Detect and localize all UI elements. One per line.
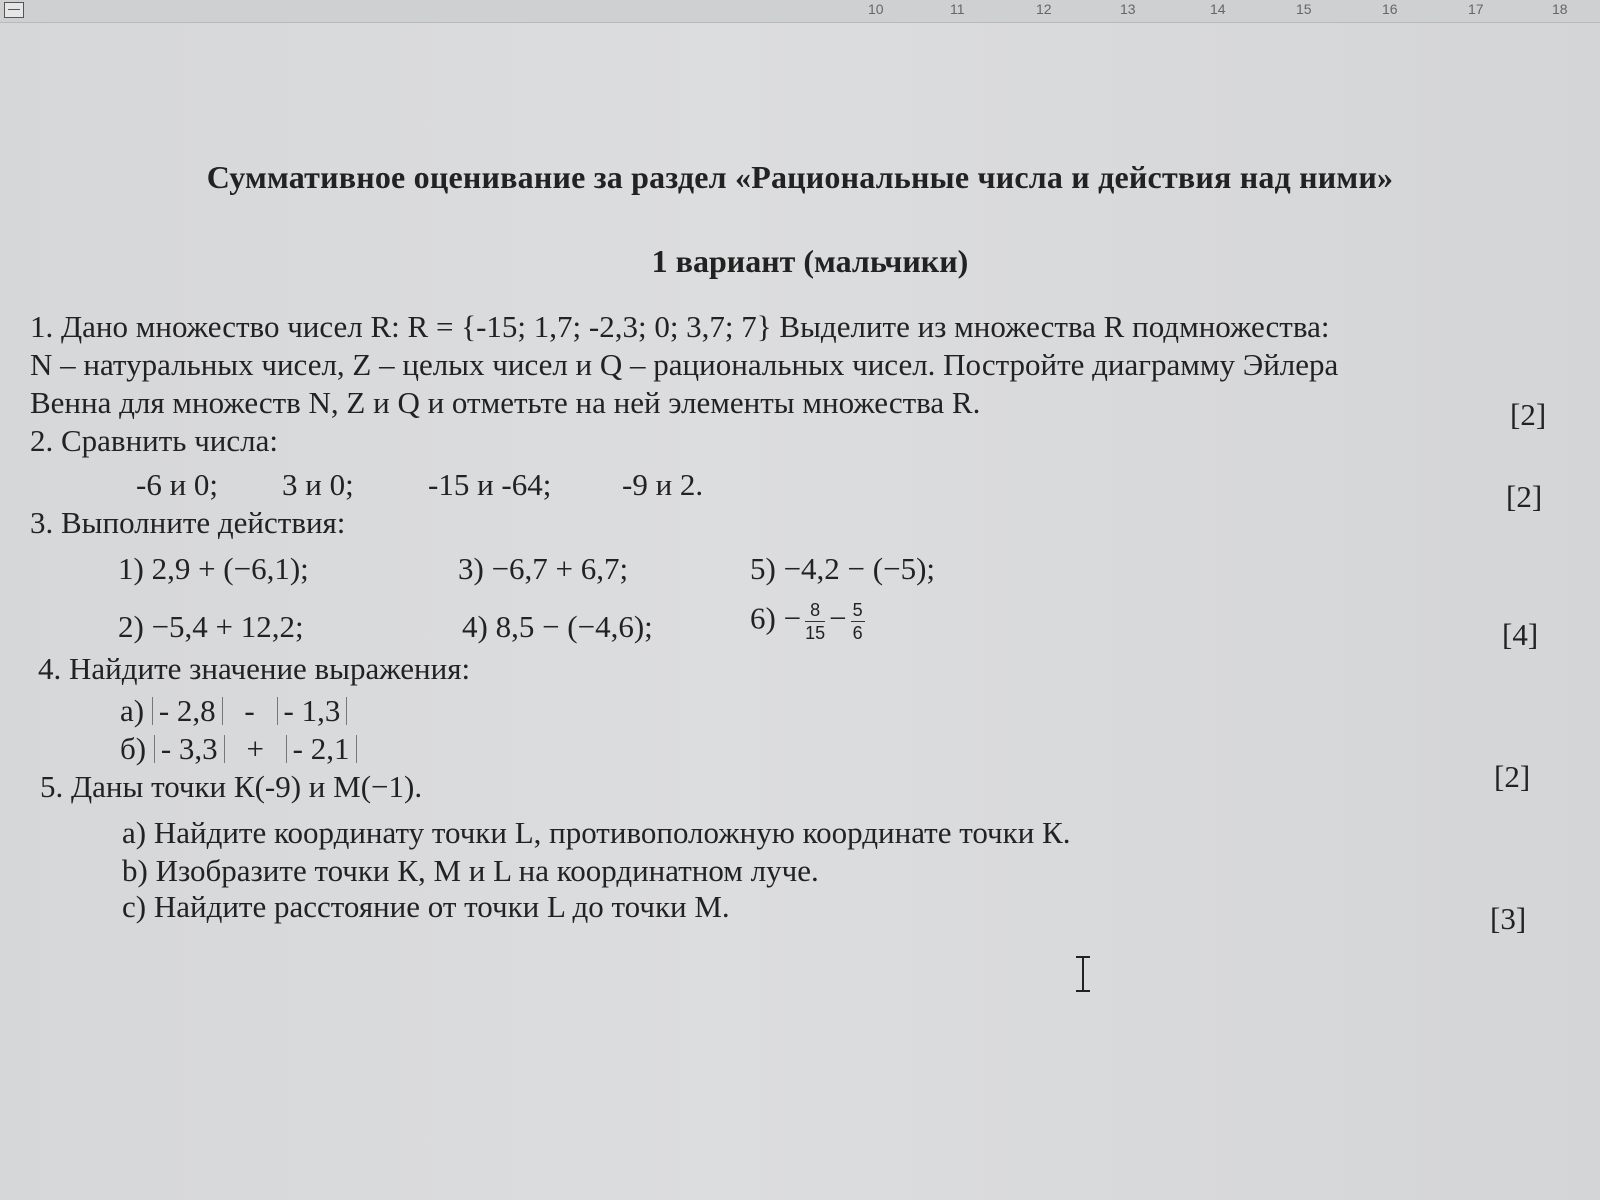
task4-a-label: а) [120,693,145,728]
document-title: Суммативное оценивание за раздел «Рациональные числа и действия над ними» [206,159,1394,195]
task3-heading: 3. Выполните действия: [30,505,346,540]
ruler-number: 16 [1382,1,1398,17]
task3-item: 1) 2,9 + (−6,1); [118,551,309,586]
document-page[interactable] [0,23,1600,1200]
task3-item6-minus: − [829,600,847,636]
abs-value: - 3,3 [154,735,225,763]
ruler-number: 10 [868,1,884,17]
ruler-tab-selector-icon[interactable] [4,2,24,18]
task5-score: [3] [1490,901,1527,936]
task2-pair: -9 и 2. [622,467,704,502]
task5-c: c) Найдите расстояние от точки L до точки М. [122,889,730,924]
fraction-denominator: 15 [805,623,826,643]
ruler-number: 14 [1210,1,1226,17]
task4-b-label: б) [120,731,147,766]
task4-b [120,731,357,767]
fraction-numerator: 5 [852,600,863,620]
abs-value: - 2,1 [286,735,357,763]
task2-pair: 3 и 0; [282,467,354,502]
task5-heading: 5. Даны точки К(-9) и М(−1). [40,769,423,804]
task4-a [120,693,347,729]
fraction [851,599,865,644]
fraction-numerator: 8 [805,599,825,622]
task5-a: a) Найдите координату точки L, противоположную координате точки К. [122,815,1071,850]
task3-item-6 [750,599,869,644]
ruler-number: 12 [1036,1,1052,17]
task3-item: 2) −5,4 + 12,2; [118,609,304,644]
task3-item: 5) −4,2 − (−5); [750,551,936,586]
task4-score: [2] [1494,759,1531,794]
task3-score: [4] [1502,617,1539,652]
operator: + [246,731,264,766]
task3-item: 3) −6,7 + 6,7; [458,551,629,586]
task2-heading: 2. Сравнить числа: [30,423,278,458]
task1-score: [2] [1510,397,1547,432]
ruler-number: 13 [1120,1,1136,17]
operator: - [244,693,255,728]
ruler-number: 15 [1296,1,1312,17]
abs-value: - 1,3 [277,697,348,725]
variant-heading: 1 вариант (мальчики) [651,243,969,279]
text-cursor-icon [1076,956,1090,992]
task2-score: [2] [1506,479,1543,514]
task3-item: 4) 8,5 − (−4,6); [462,609,653,644]
task3-item6-prefix: 6) − [750,600,802,636]
task1-line3: Венна для множеств N, Z и Q и отметьте на ней элементы множества R. [30,385,981,420]
abs-value: - 2,8 [152,697,223,725]
ruler-number: 17 [1468,1,1484,17]
fraction [805,599,825,644]
task1-line1: 1. Дано множество чисел R: R = {-15; 1,7; -2,3; 0; 3,7; 7} Выделите из множества R подмножества: [30,309,1330,344]
task1-line2: N – натуральных чисел, Z – целых чисел и Q – рациональных чисел. Постройте диаграмму Эйлера [30,347,1339,382]
task2-pair: -15 и -64; [428,467,552,502]
task2-pair: -6 и 0; [136,467,219,502]
ruler-number: 11 [950,1,965,17]
task5-b: b) Изобразите точки К, М и L на координатном луче. [122,853,819,888]
horizontal-ruler [0,0,1600,23]
fraction-denominator: 6 [852,623,863,643]
ruler-number: 18 [1552,1,1568,17]
task4-heading: 4. Найдите значение выражения: [38,651,471,686]
